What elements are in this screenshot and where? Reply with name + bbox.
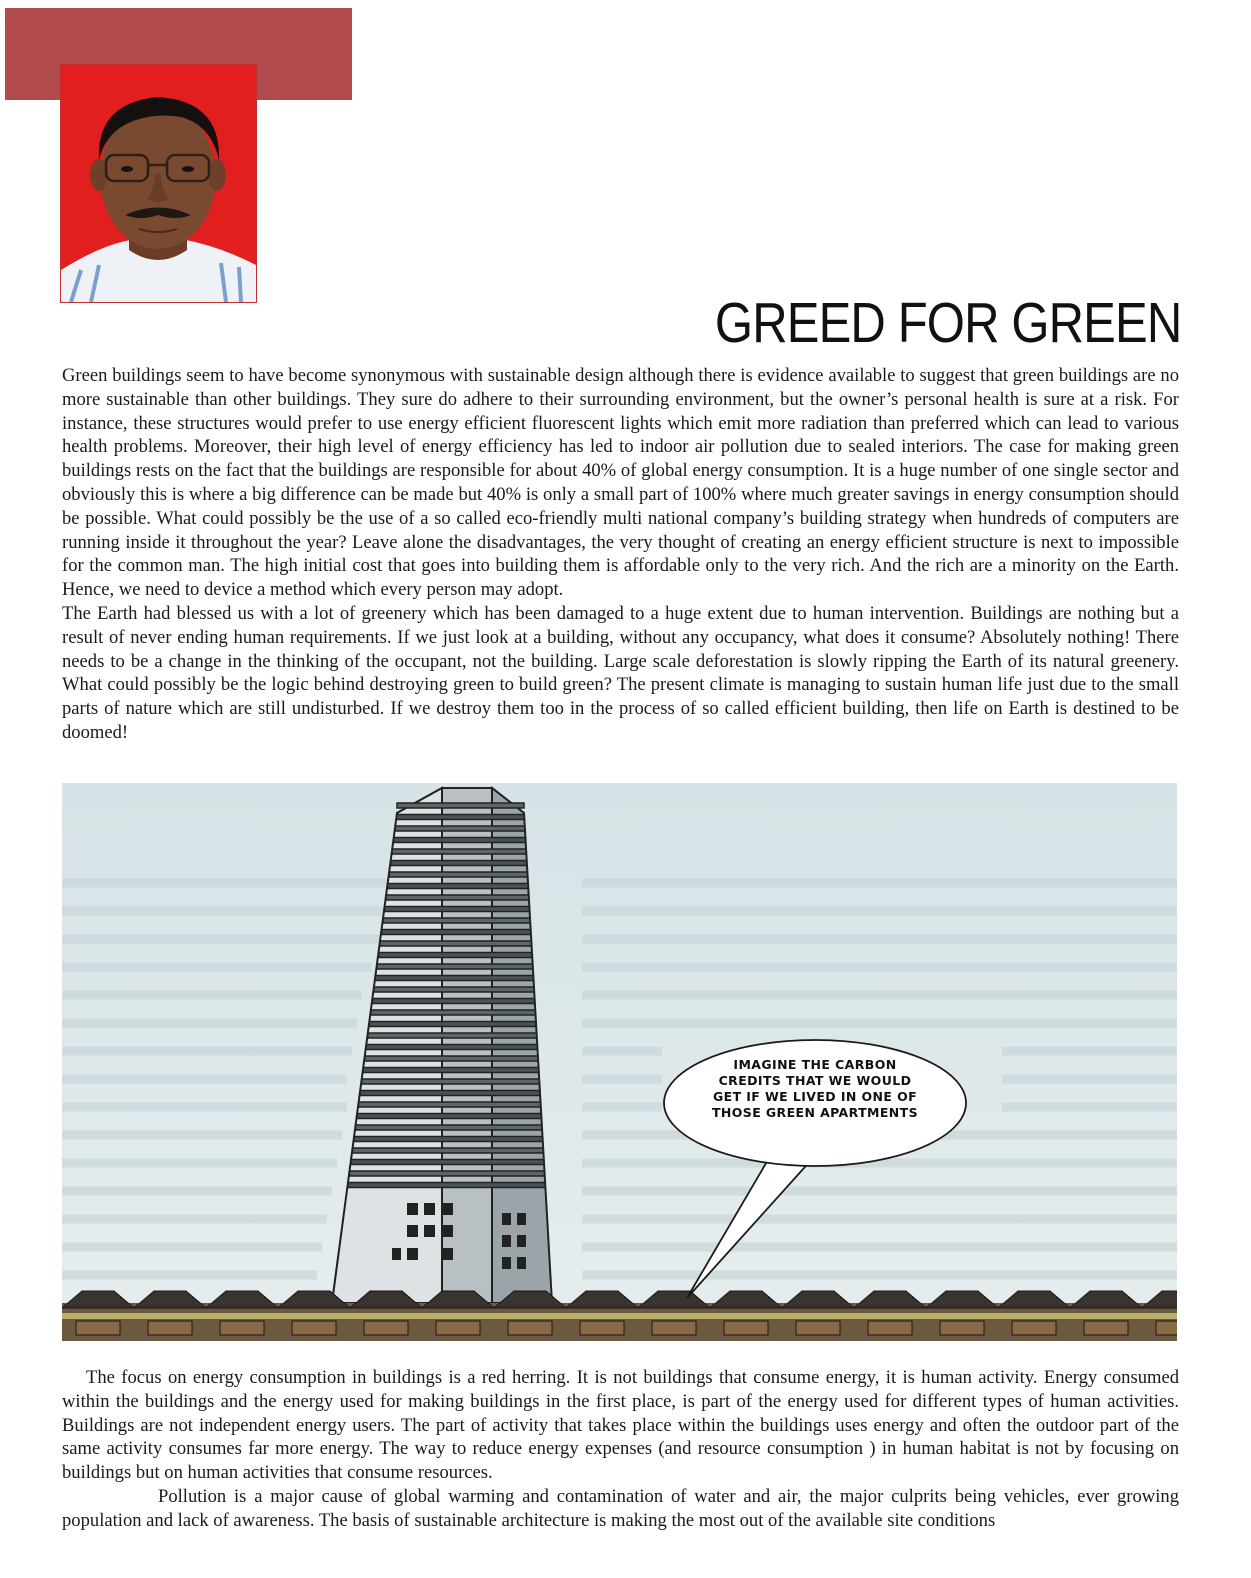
house-wall [868,1321,912,1335]
house-wall [796,1321,840,1335]
tower-window-band [350,1171,545,1176]
house-wall [1084,1321,1128,1335]
caption-line: IMAGINE THE CARBON [733,1057,897,1072]
caption-line: CREDITS THAT WE WOULD [718,1073,912,1088]
tower-window-band [354,1137,542,1142]
tower-window-band [388,884,528,889]
tower-window-band [378,953,531,958]
tower-window-band [359,1102,541,1107]
author-photo [60,64,257,303]
tower-window-band [380,941,531,946]
tower-window-band [366,1045,537,1050]
tower-window-band [362,1079,539,1084]
house-wall [1012,1321,1056,1335]
article-body-top [62,364,1179,745]
caption-line: THOSE GREEN APARTMENTS [711,1105,919,1120]
tower-window-band [369,1022,536,1027]
body-paragraph: Green buildings seem to have become synonymous with sustainable design although there is evidence available to suggest that green buildings are no more sustainable than other buildings. They sure do adhere to their surrounding environment, but the owner’s personal health is sure at a risk. For instance, these structures would prefer to use energy efficient fluorescent lights which emit more radiation than preferred which can lead to various health problems. Moreover, their high level of energy efficiency has led to indoor air pollution due to sealed interiors. The case for making green buildings rests on the fact that the buildings are responsible for about 40% of global energy consumption. It is a huge number of one single sector and obviously this is where a big difference can be made but 40% is only a small part of 100% where much greater savings in energy consumption should be possible. What could possibly be the use of a so called eco-friendly multi national company’s building strategy when hundreds of computers are running inside it throughout the year? Leave alone the disadvantages, the very thought of creating an energy efficient structure is next to impossible for the common man. The high initial cost that goes into building them is affordable only to the very rich. And the rich are a minority on the Earth. Hence, we need to device a method which every person may adopt. [62,365,1179,601]
house-wall [652,1321,696,1335]
body-paragraph: Pollution is a major cause of global warming and contamination of water and air, the major culprits being vehicles, ever growing population and lack of awareness. The basis of sustainable architecture is making the most out of the available site conditions [62,1485,1179,1531]
tower-window-band [351,1160,544,1165]
house-wall [940,1321,984,1335]
article-title: GREED FOR GREEN [714,291,1181,355]
house-wall [580,1321,624,1335]
tower-window-band [360,1091,540,1096]
tower-window-band [397,803,524,808]
tower-window-band [391,861,527,866]
house-wall [220,1321,264,1335]
article-body-bottom [62,1366,1179,1533]
tower-window-band [356,1125,542,1130]
tower-window-band [357,1114,541,1119]
house-wall [364,1321,408,1335]
house-wall [76,1321,120,1335]
tower-window-band [394,838,526,843]
tower-window-band [363,1068,538,1073]
house-wall [724,1321,768,1335]
tower-window-band [375,976,533,981]
tower-window-band [383,918,530,923]
tower-window-band [385,907,530,912]
caption-line: GET IF WE LIVED IN ONE OF [712,1089,918,1104]
tower-window-band [392,849,526,854]
house-row [62,1291,1177,1341]
tower-window-band [386,895,529,900]
tower-window-band [377,964,533,969]
house-wall [508,1321,552,1335]
tower-window-band [397,815,524,820]
tower-window-band [382,930,531,935]
tower-window-band [374,987,534,992]
body-paragraph: The focus on energy consumption in buildings is a red herring. It is not buildings that consume energy, it is human activity. Energy consumed within the buildings and the energy used for making buildings in the first place, is part of the energy used for different types of human activities. Buildings are not independent energy users. The part of activity that takes place within the buildings uses energy and often the outdoor part of the same activity consumes far more energy. The way to reduce energy expenses (and resource consumption ) in human habitat is not by focusing on buildings but on human activities that consume resources. [62,1367,1179,1484]
tower-window-band [353,1148,544,1153]
tower-window-band [348,1183,545,1188]
body-paragraph: The Earth had blessed us with a lot of greenery which has been damaged to a huge extent due to human intervention. Buildings are nothing but a result of never ending human requirements. If we just look at a building, without any occupancy, what does it consume? Absolutely nothing! There needs to be a change in the thinking of the occupant, not the building. Large scale deforestation is slowly ripping the Earth of its natural greenery. What could possibly be the logic behind destroying green to build green? The present climate is managing to sustain human life just due to the small parts of nature which are still undisturbed. If we destroy them too in the process of so called efficient building, then life on Earth is destined to be doomed! [62,602,1179,743]
tower-window-band [389,872,527,877]
house-wall [148,1321,192,1335]
house-wall [436,1321,480,1335]
tower-window-band [365,1056,538,1061]
tower-window-band [372,999,534,1004]
tower-window-band [395,826,524,831]
tower-window-band [371,1010,535,1015]
tower-window-band [368,1033,537,1038]
cartoon-illustration [62,783,1177,1341]
house-wall [1156,1321,1177,1335]
house-wall [292,1321,336,1335]
